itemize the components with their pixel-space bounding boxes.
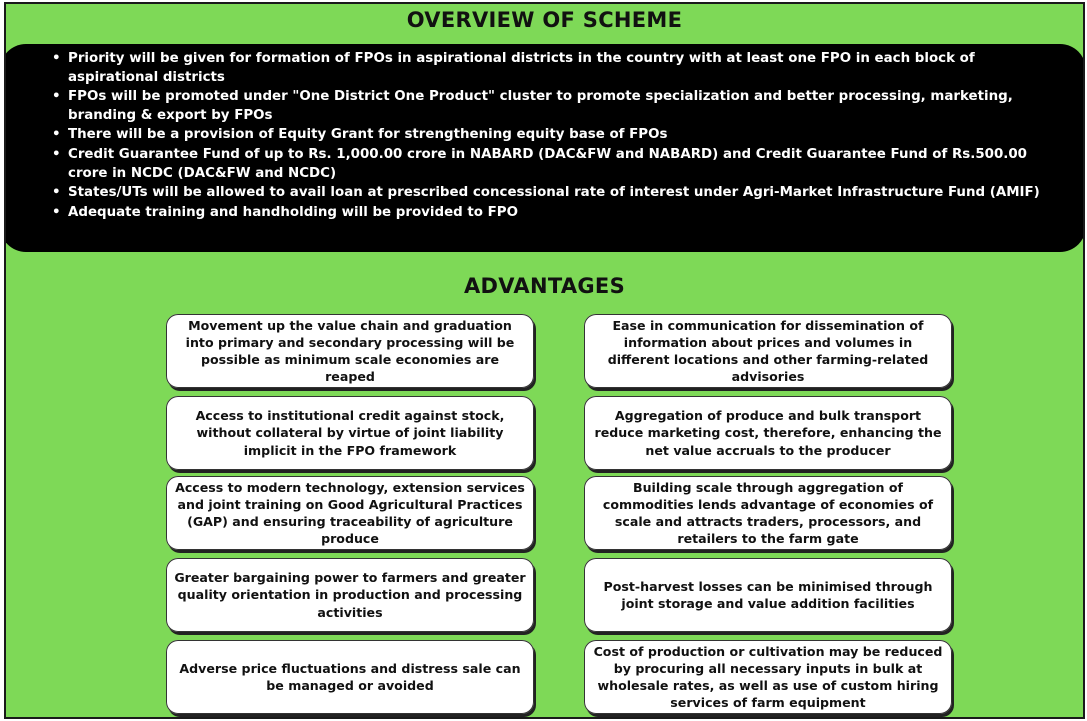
advantage-card: Ease in communication for dissemination of information about prices and volumes in different locations and other farming-related advisories — [584, 314, 952, 388]
advantage-card: Building scale through aggregation of commodities lends advantage of economies of scale and attracts traders, processors, and retailers to the farm gate — [584, 476, 952, 550]
bullet-icon: • — [52, 51, 61, 66]
advantage-card: Movement up the value chain and graduation into primary and secondary processing will be possible as minimum scale economies are reaped — [166, 314, 534, 388]
overview-panel — [4, 44, 1085, 252]
overview-point — [52, 204, 1046, 223]
advantage-card: Greater bargaining power to farmers and greater quality orientation in production and processing activities — [166, 558, 534, 632]
advantage-card: Adverse price fluctuations and distress sale can be managed or avoided — [166, 640, 534, 714]
advantage-card: Aggregation of produce and bulk transport reduce marketing cost, therefore, enhancing the net value accruals to the producer — [584, 396, 952, 470]
bullet-icon: • — [52, 127, 61, 143]
overview-title: OVERVIEW OF SCHEME — [406, 8, 683, 32]
overview-point-text: Priority will be given for formation of FPOs in aspirational districts in the country with at least one FPO in each block of aspirational districts — [68, 51, 975, 85]
overview-point — [52, 146, 1046, 183]
overview-point-text: There will be a provision of Equity Grant for strengthening equity base of FPOs — [68, 127, 668, 143]
bullet-icon: • — [52, 185, 61, 201]
overview-point-text: FPOs will be promoted under "One District One Product" cluster to promote specialization and better processing, marketing, branding & export by FPOs — [68, 89, 1013, 123]
advantage-card: Post-harvest losses can be minimised through joint storage and value addition facilities — [584, 558, 952, 632]
overview-point — [52, 88, 1046, 125]
advantage-card: Cost of production or cultivation may be reduced by procuring all necessary inputs in bulk at wholesale rates, as well as use of custom hiring services of farm equipment — [584, 640, 952, 714]
overview-list — [4, 44, 1085, 222]
advantage-card: Access to institutional credit against stock, without collateral by virtue of joint liability implicit in the FPO framework — [166, 396, 534, 470]
infographic-frame — [4, 2, 1085, 719]
advantage-card: Access to modern technology, extension services and joint training on Good Agricultural Practices (GAP) and ensuring traceability of agriculture produce — [166, 476, 534, 550]
overview-point — [52, 50, 1046, 87]
bullet-icon: • — [52, 89, 61, 105]
advantages-title: ADVANTAGES — [464, 274, 625, 298]
bullet-icon: • — [52, 204, 61, 220]
bullet-icon: • — [52, 146, 61, 162]
overview-point-text: Credit Guarantee Fund of up to Rs. 1,000.00 crore in NABARD (DAC&FW and NABARD) and Credit Guarantee Fund of Rs.500.00 crore in NCDC (DAC&FW and NCDC) — [68, 146, 1027, 181]
overview-point-text: Adequate training and handholding will be provided to FPO — [68, 204, 519, 220]
overview-point — [52, 184, 1046, 203]
overview-point — [52, 126, 1046, 145]
overview-point-text: States/UTs will be allowed to avail loan at prescribed concessional rate of interest under Agri-Market Infrastructure Fund (AMIF) — [68, 185, 1040, 201]
